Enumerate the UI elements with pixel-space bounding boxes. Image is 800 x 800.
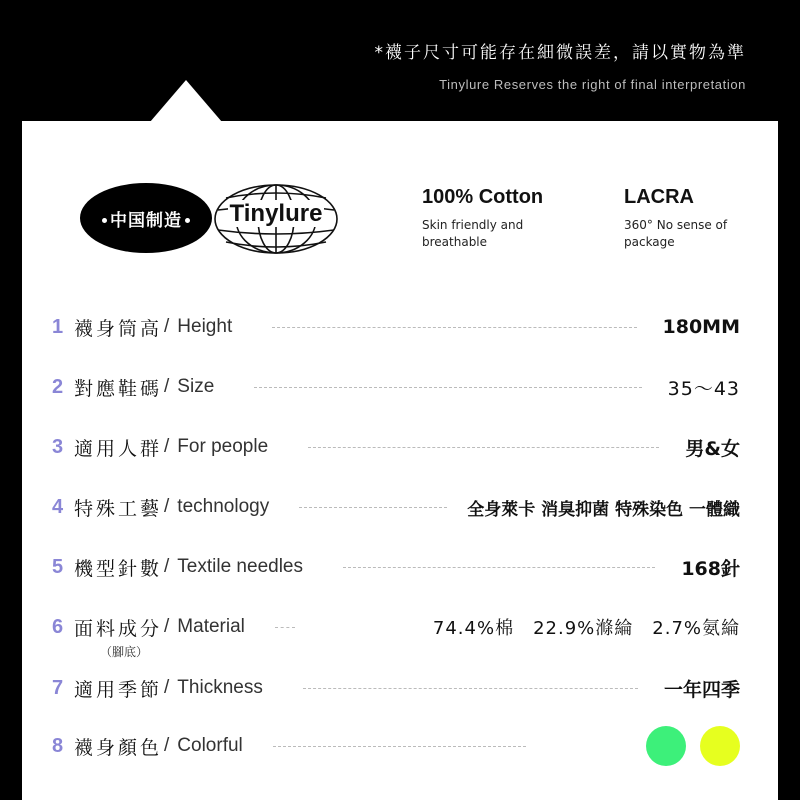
- spec-row-height: [52, 310, 740, 344]
- disclaimer-cn: *襪子尺寸可能存在細微誤差，請以實物為準: [374, 43, 746, 63]
- spec-row-thickness: [52, 671, 740, 705]
- spec-number: 1: [52, 315, 64, 338]
- disclaimer-notice: [375, 38, 747, 92]
- spec-label-en: Height: [177, 316, 233, 337]
- separator: /: [164, 556, 170, 577]
- spec-label-cn: 特殊工藝: [74, 497, 163, 520]
- spec-row-needles: [52, 550, 740, 584]
- spec-row-people: [52, 430, 740, 464]
- spec-value: 180MM: [662, 316, 740, 338]
- spec-value: 168針: [681, 557, 740, 580]
- spec-number: 5: [52, 555, 64, 578]
- spec-number: 3: [52, 435, 64, 458]
- spec-label-cn: 對應鞋碼: [74, 377, 163, 400]
- spec-value: 一年四季: [663, 678, 740, 701]
- feature-lacra: [624, 186, 759, 251]
- dashed-leader: [303, 688, 638, 689]
- dashed-leader: [272, 327, 636, 328]
- dashed-leader: [273, 746, 526, 747]
- spec-label-en: For people: [177, 436, 269, 457]
- separator: /: [164, 735, 170, 756]
- spec-value: 男&女: [685, 437, 740, 460]
- spec-row-color: [52, 726, 740, 766]
- separator: /: [164, 616, 170, 637]
- spec-label-cn: 面料成分: [74, 617, 163, 640]
- spec-number: 6: [52, 615, 64, 638]
- brand-logo-text: Tinylure: [229, 200, 323, 227]
- spec-label-cn: 適用人群: [74, 437, 163, 460]
- material-note: （腳底）: [100, 645, 149, 659]
- spec-label-en: Thickness: [177, 677, 263, 698]
- spec-row-material: [52, 610, 740, 644]
- dashed-leader: [275, 627, 295, 628]
- feature-title: LACRA: [624, 186, 694, 208]
- spec-row-size: [52, 370, 740, 404]
- color-swatches: [646, 726, 740, 766]
- brand-logo: [212, 200, 340, 228]
- dashed-leader: [299, 507, 447, 508]
- dashed-leader: [343, 567, 655, 568]
- spec-number: 8: [52, 734, 64, 757]
- color-swatch-green[interactable]: [646, 726, 686, 766]
- spec-label-cn: 襪身顏色: [74, 736, 163, 759]
- spec-number: 7: [52, 676, 64, 699]
- panel-notch: [150, 80, 222, 122]
- spec-number: 2: [52, 375, 64, 398]
- spec-value: 74.4%棉 22.9%滌綸 2.7%氨綸: [432, 618, 740, 639]
- separator: /: [164, 316, 170, 337]
- spec-label-cn: 適用季節: [74, 678, 163, 701]
- spec-value: 35～43: [667, 377, 740, 400]
- feature-desc: Skin friendly and breathable: [422, 218, 524, 249]
- spec-label-en: technology: [177, 496, 270, 517]
- spec-label-en: Textile needles: [177, 556, 303, 577]
- dashed-leader: [308, 447, 659, 448]
- made-in-china-text: 中国制造: [110, 210, 182, 231]
- disclaimer-en: Tinylure Reserves the right of final interpretation: [439, 77, 746, 92]
- feature-title: 100% Cotton: [422, 186, 544, 208]
- separator: /: [164, 677, 170, 698]
- separator: /: [164, 496, 170, 517]
- spec-row-technology: [52, 490, 740, 524]
- spec-label-en: Size: [177, 376, 215, 397]
- spec-value: 全身萊卡 消臭抑菌 特殊染色 一體織: [467, 499, 740, 520]
- spec-label-en: Colorful: [177, 735, 243, 756]
- dashed-leader: [254, 387, 641, 388]
- spec-label-cn: 機型針數: [74, 557, 163, 580]
- feature-desc: 360° No sense of package: [624, 218, 728, 249]
- made-in-china-badge: [80, 183, 212, 253]
- spec-label-cn: 襪身筒高: [74, 317, 163, 340]
- separator: /: [164, 376, 170, 397]
- color-swatch-yellow[interactable]: [700, 726, 740, 766]
- feature-cotton: [422, 186, 557, 251]
- spec-label-en: Material: [177, 616, 245, 637]
- separator: /: [164, 436, 170, 457]
- spec-number: 4: [52, 495, 64, 518]
